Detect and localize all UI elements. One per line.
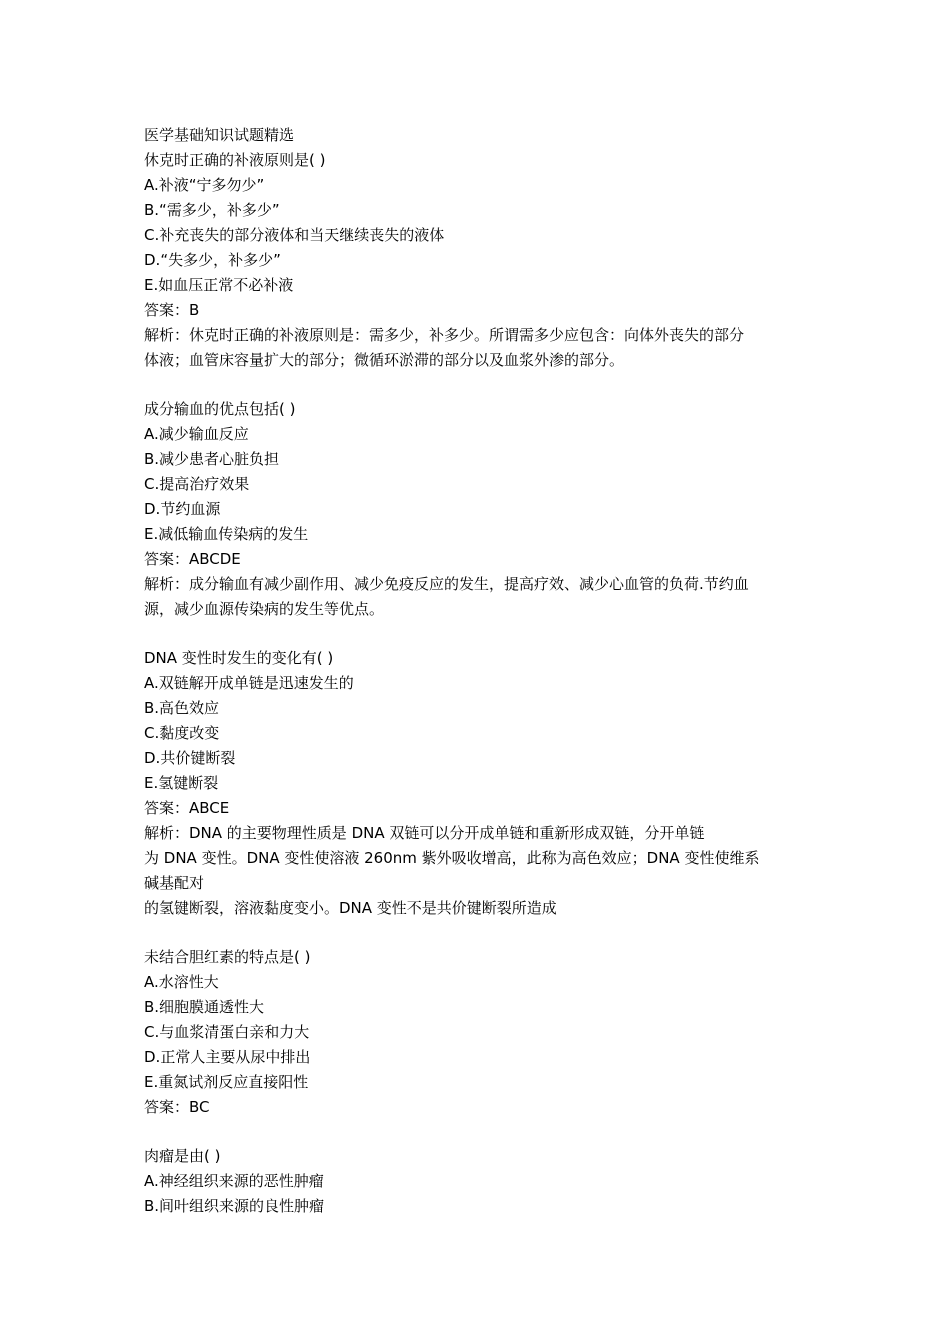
- option-d: D.共价键断裂: [144, 749, 236, 767]
- question-block: [144, 148, 814, 373]
- explanation-line: 碱基配对: [144, 874, 205, 892]
- option-e: E.减低输血传染病的发生: [144, 525, 309, 543]
- spacer: [144, 1120, 814, 1144]
- option-c: C.黏度改变: [144, 724, 220, 742]
- document-title: 医学基础知识试题精选: [144, 126, 295, 144]
- option-c: C.提高治疗效果: [144, 475, 250, 493]
- option-c: C.与血浆清蛋白亲和力大: [144, 1023, 310, 1041]
- explanation-line: 的氢键断裂，溶液黏度变小。DNA 变性不是共价键断裂所造成: [144, 899, 557, 917]
- option-a: A.减少输血反应: [144, 425, 249, 443]
- option-b: B.细胞膜通透性大: [144, 998, 265, 1016]
- option-d: D.节约血源: [144, 500, 221, 518]
- option-a: A.水溶性大: [144, 973, 219, 991]
- option-b: B.高色效应: [144, 699, 220, 717]
- question-block: [144, 945, 814, 1120]
- answer-line: 答案：B: [144, 301, 200, 319]
- question-block: [144, 1144, 814, 1219]
- question-stem: 休克时正确的补液原则是( ): [144, 151, 326, 169]
- option-d: D.正常人主要从尿中排出: [144, 1048, 311, 1066]
- answer-line: 答案：BC: [144, 1098, 210, 1116]
- spacer: [144, 622, 814, 646]
- document-page: [144, 123, 814, 1219]
- option-b: B.减少患者心脏负担: [144, 450, 280, 468]
- spacer: [144, 921, 814, 945]
- explanation-line: 为 DNA 变性。DNA 变性使溶液 260nm 紫外吸收增高，此称为高色效应；DNA 变性使维系: [144, 849, 760, 867]
- explanation-line: 解析：休克时正确的补液原则是：需多少，补多少。所谓需多少应包含：向体外丧失的部分: [144, 326, 745, 344]
- option-e: E.氢键断裂: [144, 774, 219, 792]
- option-c: C.补充丧失的部分液体和当天继续丧失的液体: [144, 226, 445, 244]
- explanation-line: 解析：DNA 的主要物理性质是 DNA 双链可以分开成单链和重新形成双链，分开单链: [144, 824, 705, 842]
- explanation-line: 源，减少血源传染病的发生等优点。: [144, 600, 385, 618]
- explanation-line: 体液；血管床容量扩大的部分；微循环淤滞的部分以及血浆外渗的部分。: [144, 351, 625, 369]
- option-a: A.双链解开成单链是迅速发生的: [144, 674, 354, 692]
- question-stem: 肉瘤是由( ): [144, 1147, 221, 1165]
- option-a: A.神经组织来源的恶性肿瘤: [144, 1172, 324, 1190]
- option-e: E.如血压正常不必补液: [144, 276, 294, 294]
- question-stem: 成分输血的优点包括( ): [144, 400, 296, 418]
- option-b: B.“需多少，补多少”: [144, 201, 280, 219]
- option-a: A.补液“宁多勿少”: [144, 176, 265, 194]
- question-block: [144, 646, 814, 921]
- option-d: D.“失多少，补多少”: [144, 251, 281, 269]
- option-b: B.间叶组织来源的良性肿瘤: [144, 1197, 325, 1215]
- spacer: [144, 373, 814, 397]
- answer-line: 答案：ABCE: [144, 799, 230, 817]
- question-stem: 未结合胆红素的特点是( ): [144, 948, 311, 966]
- explanation-line: 解析：成分输血有减少副作用、减少免疫反应的发生，提高疗效、减少心血管的负荷.节约血: [144, 575, 749, 593]
- option-e: E.重氮试剂反应直接阳性: [144, 1073, 309, 1091]
- question-stem: DNA 变性时发生的变化有( ): [144, 649, 334, 667]
- answer-line: 答案：ABCDE: [144, 550, 241, 568]
- question-block: [144, 397, 814, 622]
